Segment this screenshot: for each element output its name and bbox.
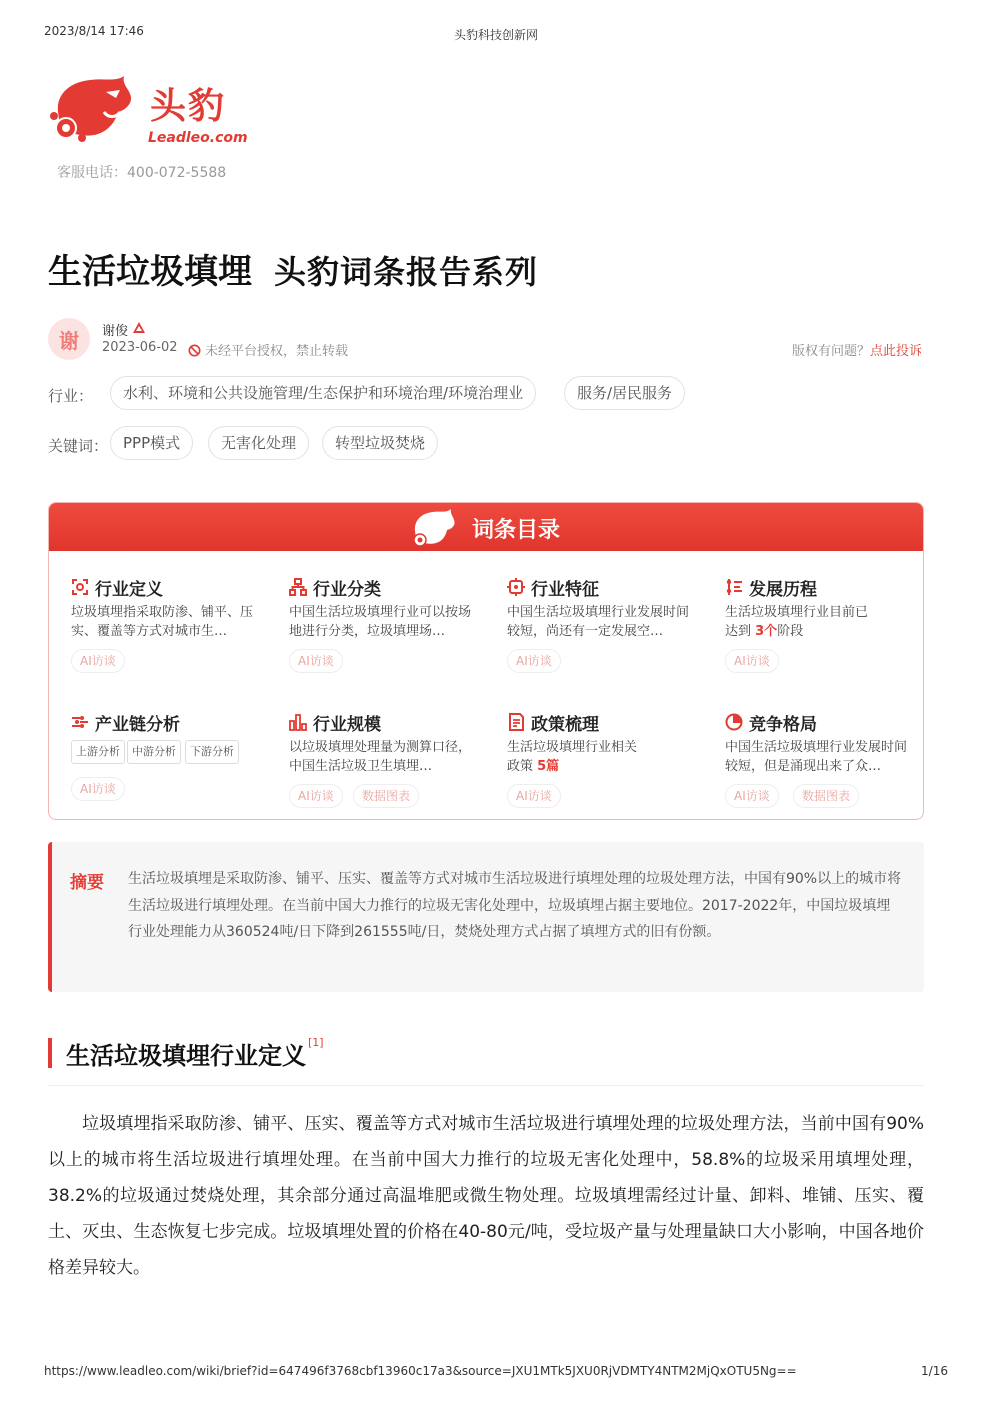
toc-item-title: 产业链分析 <box>95 715 180 735</box>
ai-interview-chip[interactable]: AI访谈 <box>289 649 343 673</box>
keyword-tag[interactable]: PPP模式 <box>110 426 193 460</box>
body-paragraph: 垃圾填埋指采取防渗、铺平、压实、覆盖等方式对城市生活垃圾进行填埋处理的垃圾处理方法，当前中国有90%以上的城市将生活垃圾进行填埋处理。在当前中国大力推行的垃圾无害化处理中，58.8%的垃圾采用填埋处理，38.2%的垃圾通过焚烧处理，其余部分通过高温堆肥或微生物处理。垃圾填埋需经过计量、卸料、堆铺、压实、覆土、灭虫、生态恢复七步完成。垃圾填埋处置的价格在40-80元/吨，受垃圾产量与处理量缺口大小影响，中国各地价格差异较大。 <box>48 1114 924 1278</box>
report-title: 生活垃圾填埋 <box>48 252 252 292</box>
page-number: 1/16 <box>921 1364 948 1378</box>
industry-tag[interactable]: 服务/居民服务 <box>564 376 685 410</box>
toc-item-desc <box>507 738 637 776</box>
toc-item-definition[interactable] <box>71 575 271 675</box>
toc-item-features[interactable] <box>507 575 707 675</box>
timeline-icon <box>725 578 743 596</box>
toc-item-market-size[interactable] <box>289 710 489 810</box>
abstract-label: 摘要 <box>70 873 104 893</box>
toc-item-classification[interactable] <box>289 575 489 675</box>
author-badge-icon <box>132 321 146 335</box>
industry-tag[interactable]: 水利、环境和公共设施管理/生态保护和环境治理/环境治理业 <box>110 376 536 410</box>
toc-desc-highlight: 5篇 <box>537 759 560 774</box>
hierarchy-icon <box>289 578 307 596</box>
author-name[interactable]: 谢俊 <box>102 324 129 339</box>
toc-item-desc: 中国生活垃圾填埋行业可以按场地进行分类，垃圾填埋场… <box>289 605 472 639</box>
reference-link[interactable]: [1] <box>308 1036 324 1049</box>
toc-item-desc: 以垃圾填埋处理量为测算口径，中国生活垃圾卫生填埋… <box>289 740 472 774</box>
toc-item-title: 发展历程 <box>749 580 817 600</box>
industry-row <box>48 376 924 410</box>
toc-item-title: 行业特征 <box>531 580 599 600</box>
toc-item-desc: 中国生活垃圾填埋行业发展时间较短，尚还有一定发展空… <box>507 605 690 639</box>
ai-interview-chip[interactable]: AI访谈 <box>507 784 561 808</box>
upstream-chip[interactable]: 上游分析 <box>71 740 125 764</box>
abstract-text: 生活垃圾填埋是采取防渗、铺平、压实、覆盖等方式对城市生活垃圾进行填埋处理的垃圾处理方法，中国有90%以上的城市将生活垃圾进行填埋处理。在当前中国大力推行的垃圾无害化处理中，垃圾填埋占据主要地位。2017-2022年，中国垃圾填埋行业处理能力从360524吨/日下降到261555吨/日，焚烧处理方式占据了填埋方式的旧有份额。 <box>128 871 902 940</box>
policy-document-icon <box>507 713 525 731</box>
section-heading <box>48 1036 924 1086</box>
industry-label: 行业： <box>48 387 94 405</box>
brand-domain: Leadleo.com <box>148 130 248 146</box>
keyword-tag[interactable]: 无害化处理 <box>208 426 309 460</box>
print-datetime: 2023/8/14 17:46 <box>44 24 144 38</box>
ai-interview-chip[interactable]: AI访谈 <box>71 777 125 801</box>
chain-icon <box>71 713 89 731</box>
keywords-label: 关键词： <box>48 437 109 455</box>
toc-panel <box>48 502 924 820</box>
ai-interview-chip[interactable]: AI访谈 <box>725 649 779 673</box>
toc-desc-text: 生活垃圾填埋行业目前已达到 <box>725 605 869 639</box>
copyright-notice <box>792 340 922 359</box>
ai-interview-chip[interactable]: AI访谈 <box>71 649 125 673</box>
toc-item-desc: 垃圾填埋指采取防渗、铺平、压实、覆盖等方式对城市生… <box>71 605 254 639</box>
no-repost-text: 未经平台授权，禁止转载 <box>205 344 349 359</box>
toc-item-policy[interactable] <box>507 710 707 810</box>
toc-item-title: 行业定义 <box>95 580 163 600</box>
avatar[interactable]: 谢 <box>48 318 90 360</box>
toc-desc-highlight: 3个 <box>755 624 778 639</box>
toc-desc-text: 生活垃圾填埋行业相关政策 <box>507 740 638 774</box>
section-title-text: 生活垃圾填埋行业定义 <box>66 1042 306 1070</box>
midstream-chip[interactable]: 中游分析 <box>127 740 181 764</box>
downstream-chip[interactable]: 下游分析 <box>185 740 239 764</box>
ai-interview-chip[interactable]: AI访谈 <box>289 784 343 808</box>
definition-icon <box>71 578 89 596</box>
publish-date: 2023-06-02 <box>102 340 178 355</box>
copyright-question: 版权有问题？ <box>791 344 870 359</box>
print-header <box>44 24 948 40</box>
section-accent-bar <box>48 1038 52 1068</box>
bar-chart-icon <box>289 713 307 731</box>
keyword-tag[interactable]: 转型垃圾焚烧 <box>322 426 438 460</box>
no-repost-notice <box>188 340 348 359</box>
section-body <box>48 1106 924 1286</box>
data-chart-chip[interactable]: 数据图表 <box>793 784 859 808</box>
toc-item-title: 政策梳理 <box>531 715 599 735</box>
page-url: https://www.leadleo.com/wiki/brief?id=647496f3768cbf13960c17a3&source=JXU1MTk5JXU0RjVDMTY4NTM2MjQxOTU5Ng== <box>44 1364 797 1378</box>
toc-item-desc: 中国生活垃圾填埋行业发展时间较短，但是涌现出来了众… <box>725 740 908 774</box>
service-phone: 客服电话：400-072-5588 <box>57 165 227 181</box>
abstract-box <box>48 842 924 992</box>
toc-item-competition[interactable] <box>725 710 924 810</box>
brand-name-cn: 头豹 <box>150 86 227 127</box>
brand-logo[interactable] <box>46 70 246 148</box>
leopard-logo-icon <box>46 72 142 144</box>
toc-title: 词条目录 <box>471 518 560 543</box>
toc-item-title: 行业规模 <box>313 715 381 735</box>
report-title-row <box>48 244 944 292</box>
feature-icon <box>507 578 525 596</box>
print-footer <box>44 1364 948 1380</box>
toc-item-title: 行业分类 <box>313 580 381 600</box>
toc-desc-text: 阶段 <box>777 624 804 639</box>
toc-header <box>49 503 923 551</box>
print-site-title: 头豹科技创新网 <box>453 28 538 42</box>
toc-item-title: 竞争格局 <box>749 715 817 735</box>
ai-interview-chip[interactable]: AI访谈 <box>725 784 779 808</box>
complain-link[interactable]: 点此投诉 <box>869 344 922 359</box>
toc-item-history[interactable] <box>725 575 924 675</box>
section-title <box>66 1036 324 1071</box>
pie-chart-icon <box>725 713 743 731</box>
data-chart-chip[interactable]: 数据图表 <box>353 784 419 808</box>
toc-item-value-chain[interactable] <box>71 710 271 810</box>
forbidden-icon <box>188 344 201 357</box>
ai-interview-chip[interactable]: AI访谈 <box>507 649 561 673</box>
toc-item-desc <box>725 603 875 641</box>
report-series: 头豹词条报告系列 <box>274 253 539 291</box>
keywords-row <box>48 426 924 460</box>
